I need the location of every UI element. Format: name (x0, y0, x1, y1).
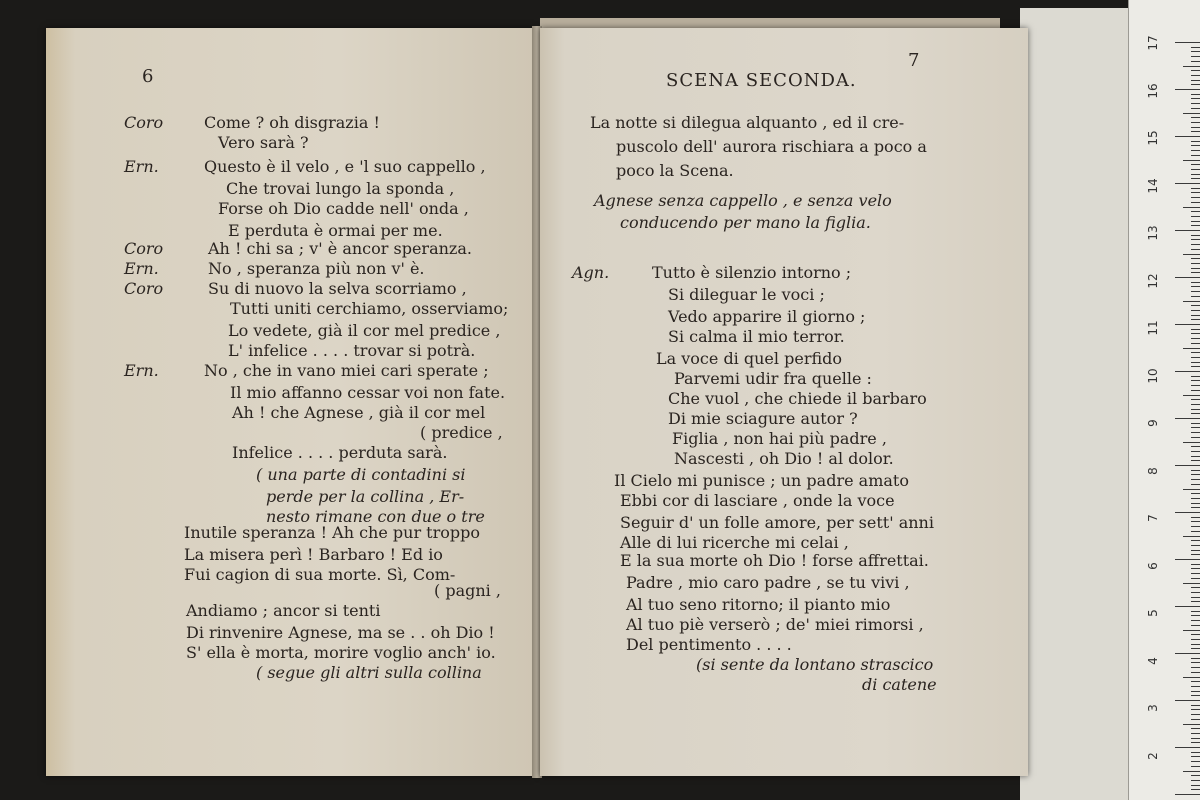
ruler-tick (1191, 550, 1200, 551)
ruler-tick (1191, 61, 1200, 62)
ruler-tick (1191, 380, 1200, 381)
ruler-number: 6 (1146, 561, 1160, 570)
verse-line: Figlia , non hai più padre , (672, 429, 887, 448)
ruler-tick (1191, 587, 1200, 588)
ruler-tick (1191, 366, 1200, 367)
verse-line: Padre , mio caro padre , se tu vivi , (626, 573, 910, 592)
ruler-tick (1191, 507, 1200, 508)
ruler-tick (1191, 709, 1200, 710)
ruler-tick (1175, 89, 1200, 90)
ruler-tick (1191, 775, 1200, 776)
verse-line: Di mie sciagure autor ? (668, 409, 858, 428)
ruler-tick (1175, 606, 1200, 607)
ruler-tick (1191, 521, 1200, 522)
ruler-tick (1191, 526, 1200, 527)
ruler-tick (1183, 583, 1200, 584)
verse-line: Questo è il velo , e 'l suo cappello , (204, 157, 486, 176)
ruler-tick (1191, 484, 1200, 485)
ruler-tick (1175, 277, 1200, 278)
ruler-tick (1183, 160, 1200, 161)
verse-line: No , speranza più non v' è. (208, 259, 425, 278)
ruler-number: 3 (1146, 704, 1160, 712)
ruler-number: 13 (1146, 225, 1160, 241)
ruler-tick (1191, 592, 1200, 593)
ruler-tick (1191, 216, 1200, 217)
verse-line: Come ? oh disgrazia ! (204, 113, 380, 132)
speaker-label: Ern. (124, 259, 159, 278)
speaker-label: Agn. (572, 263, 610, 282)
ruler-tick (1191, 56, 1200, 57)
ruler-tick (1191, 761, 1200, 762)
ruler-tick (1191, 780, 1200, 781)
ruler-tick (1191, 404, 1200, 405)
verse-line: La voce di quel perfido (656, 349, 843, 368)
ruler-tick (1191, 695, 1200, 696)
ruler-tick (1191, 658, 1200, 659)
ruler-tick (1191, 437, 1200, 438)
ruler-number: 2 (1146, 751, 1160, 760)
verse-line: No , che in vano miei cari sperate ; (204, 361, 489, 380)
verse-line: Tutti uniti cerchiamo, osserviamo; (230, 299, 509, 318)
ruler-tick (1191, 310, 1200, 311)
ruler-tick (1191, 197, 1200, 198)
ruler-tick (1191, 545, 1200, 546)
verse-line: Ebbi cor di lasciare , onde la voce (620, 491, 895, 510)
ruler-tick (1191, 470, 1200, 471)
ruler-tick (1191, 460, 1200, 461)
ruler-tick (1191, 70, 1200, 71)
verse-line: Vedo apparire il giorno ; (668, 307, 866, 326)
ruler-tick (1191, 174, 1200, 175)
verse-line: Fui cagion di sua morte. Sì, Com- (184, 565, 456, 584)
ruler-tick (1183, 395, 1200, 396)
ruler-tick (1191, 150, 1200, 151)
verse-line: Forse oh Dio cadde nell' onda , (218, 199, 469, 218)
ruler-tick (1183, 66, 1200, 67)
ruler-tick (1191, 399, 1200, 400)
right-page (540, 28, 1028, 776)
verse-line: La misera perì ! Barbaro ! Ed io (184, 545, 443, 564)
ruler-tick (1191, 291, 1200, 292)
ruler-number: 5 (1146, 609, 1160, 617)
ruler-tick (1183, 630, 1200, 631)
ruler-number: 9 (1146, 419, 1160, 427)
ruler-tick (1191, 568, 1200, 569)
ruler-tick (1191, 272, 1200, 273)
page-number-left: 6 (142, 66, 154, 87)
ruler-tick (1191, 738, 1200, 739)
ruler-tick (1175, 42, 1200, 43)
ruler-tick (1183, 348, 1200, 349)
verse-line: Vero sarà ? (218, 133, 309, 152)
ruler-tick (1191, 540, 1200, 541)
ruler-tick (1191, 202, 1200, 203)
verse-line: (si sente da lontano strascico (696, 655, 934, 674)
ruler-tick (1191, 225, 1200, 226)
ruler-tick (1191, 554, 1200, 555)
ruler-tick (1191, 644, 1200, 645)
ruler-tick (1175, 700, 1200, 701)
verse-line: Al tuo seno ritorno; il pianto mio (626, 595, 891, 614)
ruler-tick (1191, 752, 1200, 753)
ruler-tick (1175, 512, 1200, 513)
ruler-tick (1191, 352, 1200, 353)
verse-line: Parvemi udir fra quelle : (674, 369, 872, 388)
verse-line: Si calma il mio terror. (668, 327, 845, 346)
stage-line: La notte si dilegua alquanto , ed il cre- (590, 113, 905, 132)
verse-line: Del pentimento . . . . (626, 635, 792, 654)
ruler-tick (1191, 578, 1200, 579)
ruler-tick (1191, 385, 1200, 386)
stage-direction: conducendo per mano la figlia. (620, 213, 871, 232)
ruler-tick (1191, 648, 1200, 649)
verse-line: ( pagni , (434, 581, 501, 600)
verse-line: L' infelice . . . . trovar si potrà. (228, 341, 476, 360)
ruler-tick (1191, 517, 1200, 518)
verse-line: ( predice , (420, 423, 503, 442)
ruler-tick (1191, 296, 1200, 297)
ruler-number: 7 (1146, 514, 1160, 522)
ruler-tick (1191, 667, 1200, 668)
ruler-tick (1191, 319, 1200, 320)
verse-line: Che vuol , che chiede il barbaro (668, 389, 927, 408)
verse-line: Ah ! che Agnese , già il cor mel (232, 403, 486, 422)
ruler-tick (1191, 474, 1200, 475)
ruler-tick (1183, 301, 1200, 302)
verse-line: Ah ! chi sa ; v' è ancor speranza. (208, 239, 472, 258)
stage-line: poco la Scena. (616, 161, 734, 180)
ruler-tick (1191, 343, 1200, 344)
ruler-tick (1191, 789, 1200, 790)
ruler-tick (1191, 145, 1200, 146)
ruler-tick (1191, 498, 1200, 499)
verse-line: ( una parte di contadini si (256, 465, 466, 484)
speaker-label: Coro (124, 239, 164, 258)
ruler-tick (1191, 597, 1200, 598)
verse-line: perde per la collina , Er- (266, 487, 465, 506)
verse-line: Che trovai lungo la sponda , (226, 179, 455, 198)
ruler-tick (1191, 719, 1200, 720)
ruler-tick (1191, 409, 1200, 410)
ruler-tick (1191, 315, 1200, 316)
ruler-tick (1191, 564, 1200, 565)
ruler-tick (1191, 178, 1200, 179)
ruler-number: 16 (1146, 82, 1160, 99)
ruler-tick (1191, 728, 1200, 729)
ruler-tick (1191, 686, 1200, 687)
ruler-number: 8 (1146, 466, 1160, 475)
verse-line: Nascesti , oh Dio ! al dolor. (674, 449, 894, 468)
scene-title: SCENA SECONDA. (666, 70, 857, 91)
ruler-number: 11 (1146, 320, 1160, 336)
ruler-tick (1191, 333, 1200, 334)
ruler-tick (1191, 329, 1200, 330)
ruler-tick (1183, 724, 1200, 725)
verse-line: Al tuo piè verserò ; de' miei rimorsi , (626, 615, 924, 634)
ruler-tick (1191, 672, 1200, 673)
ruler-tick (1191, 691, 1200, 692)
verse-line: S' ella è morta, morire voglio anch' io. (186, 643, 496, 662)
backing-board (1020, 8, 1130, 800)
ruler-number: 4 (1146, 656, 1160, 665)
ruler-tick (1191, 249, 1200, 250)
ruler-tick (1191, 141, 1200, 142)
ruler-tick (1191, 479, 1200, 480)
verse-line: Di rinvenire Agnese, ma se . . oh Dio ! (186, 623, 495, 642)
ruler-number: 15 (1146, 130, 1160, 146)
ruler-tick (1175, 324, 1200, 325)
ruler-tick (1175, 559, 1200, 560)
ruler-tick (1191, 620, 1200, 621)
verse-line: E perduta è ormai per me. (228, 221, 443, 240)
ruler-tick (1191, 286, 1200, 287)
ruler-tick (1191, 766, 1200, 767)
ruler-tick (1175, 465, 1200, 466)
ruler-tick (1175, 418, 1200, 419)
ruler-tick (1191, 427, 1200, 428)
ruler-tick (1183, 442, 1200, 443)
ruler-tick (1175, 183, 1200, 184)
ruler-tick (1191, 103, 1200, 104)
verse-line: Alle di lui ricerche mi celai , (620, 533, 849, 552)
ruler-tick (1191, 131, 1200, 132)
ruler-tick (1191, 51, 1200, 52)
ruler-tick (1191, 625, 1200, 626)
ruler-number: 12 (1146, 272, 1160, 289)
ruler-tick (1191, 305, 1200, 306)
ruler-tick (1175, 653, 1200, 654)
ruler-tick (1191, 681, 1200, 682)
ruler-tick (1191, 94, 1200, 95)
ruler-tick (1191, 601, 1200, 602)
ruler-tick (1191, 662, 1200, 663)
verse-line: E la sua morte oh Dio ! forse affrettai. (620, 551, 929, 570)
speaker-label: Coro (124, 113, 164, 132)
verse-line: di catene (862, 675, 937, 694)
ruler-tick (1191, 75, 1200, 76)
stage-direction: Agnese senza cappello , e senza velo (594, 191, 892, 210)
ruler-tick (1191, 263, 1200, 264)
left-page (46, 28, 534, 776)
ruler-tick (1191, 376, 1200, 377)
ruler-tick (1191, 611, 1200, 612)
ruler-tick (1191, 639, 1200, 640)
ruler-tick (1175, 230, 1200, 231)
verse-line: Si dileguar le voci ; (668, 285, 825, 304)
ruler-tick (1183, 254, 1200, 255)
ruler-tick (1191, 573, 1200, 574)
ruler-tick (1183, 207, 1200, 208)
ruler-tick (1191, 258, 1200, 259)
ruler-tick (1191, 413, 1200, 414)
ruler-tick (1191, 423, 1200, 424)
ruler-tick (1191, 705, 1200, 706)
ruler-tick (1191, 268, 1200, 269)
ruler-tick (1191, 211, 1200, 212)
verse-line: Andiamo ; ancor si tenti (186, 601, 381, 620)
measuring-ruler (1128, 0, 1200, 800)
ruler-tick (1191, 117, 1200, 118)
ruler-tick (1191, 634, 1200, 635)
verse-line: Inutile speranza ! Ah che pur troppo (184, 523, 481, 542)
ruler-number: 10 (1146, 367, 1160, 384)
ruler-tick (1175, 794, 1200, 795)
ruler-tick (1183, 113, 1200, 114)
ruler-tick (1191, 127, 1200, 128)
ruler-tick (1191, 531, 1200, 532)
ruler-tick (1191, 244, 1200, 245)
ruler-number: 14 (1146, 177, 1160, 194)
ruler-tick (1191, 742, 1200, 743)
ruler-tick (1191, 192, 1200, 193)
ruler-tick (1191, 282, 1200, 283)
ruler-tick (1191, 239, 1200, 240)
ruler-tick (1191, 98, 1200, 99)
ruler-tick (1191, 47, 1200, 48)
ruler-tick (1183, 771, 1200, 772)
verse-line: Tutto è silenzio intorno ; (652, 263, 852, 282)
ruler-tick (1191, 362, 1200, 363)
ruler-tick (1191, 169, 1200, 170)
verse-line: Infelice . . . . perduta sarà. (232, 443, 448, 462)
ruler-tick (1191, 785, 1200, 786)
ruler-tick (1191, 164, 1200, 165)
ruler-tick (1191, 221, 1200, 222)
ruler-tick (1175, 371, 1200, 372)
verse-line: Lo vedete, già il cor mel predice , (228, 321, 501, 340)
ruler-tick (1191, 432, 1200, 433)
ruler-tick (1191, 84, 1200, 85)
verse-line: Il Cielo mi punisce ; un padre amato (614, 471, 909, 490)
ruler-tick (1175, 136, 1200, 137)
ruler-tick (1191, 80, 1200, 81)
ruler-tick (1191, 493, 1200, 494)
ruler-tick (1191, 338, 1200, 339)
ruler-tick (1191, 714, 1200, 715)
ruler-tick (1183, 489, 1200, 490)
verse-line: ( segue gli altri sulla collina (256, 663, 482, 682)
ruler-tick (1191, 357, 1200, 358)
ruler-tick (1191, 108, 1200, 109)
ruler-tick (1191, 122, 1200, 123)
ruler-tick (1183, 536, 1200, 537)
ruler-tick (1191, 503, 1200, 504)
ruler-tick (1191, 615, 1200, 616)
ruler-tick (1191, 756, 1200, 757)
ruler-tick (1191, 733, 1200, 734)
speaker-label: Coro (124, 279, 164, 298)
verse-line: Il mio affanno cessar voi non fate. (230, 383, 506, 402)
ruler-tick (1191, 390, 1200, 391)
ruler-tick (1191, 446, 1200, 447)
speaker-label: Ern. (124, 157, 159, 176)
ruler-tick (1183, 677, 1200, 678)
verse-line: Su di nuovo la selva scorriamo , (208, 279, 467, 298)
ruler-tick (1191, 155, 1200, 156)
verse-line: Seguir d' un folle amore, per sett' anni (620, 513, 934, 532)
ruler-tick (1191, 235, 1200, 236)
ruler-tick (1191, 451, 1200, 452)
ruler-tick (1191, 188, 1200, 189)
verse-line: nesto rimane con due o tre (266, 507, 485, 526)
page-number-right: 7 (908, 50, 920, 71)
stage-line: puscolo dell' aurora rischiara a poco a (616, 137, 927, 156)
speaker-label: Ern. (124, 361, 159, 380)
ruler-tick (1175, 747, 1200, 748)
ruler-number: 17 (1146, 35, 1160, 51)
ruler-tick (1191, 456, 1200, 457)
